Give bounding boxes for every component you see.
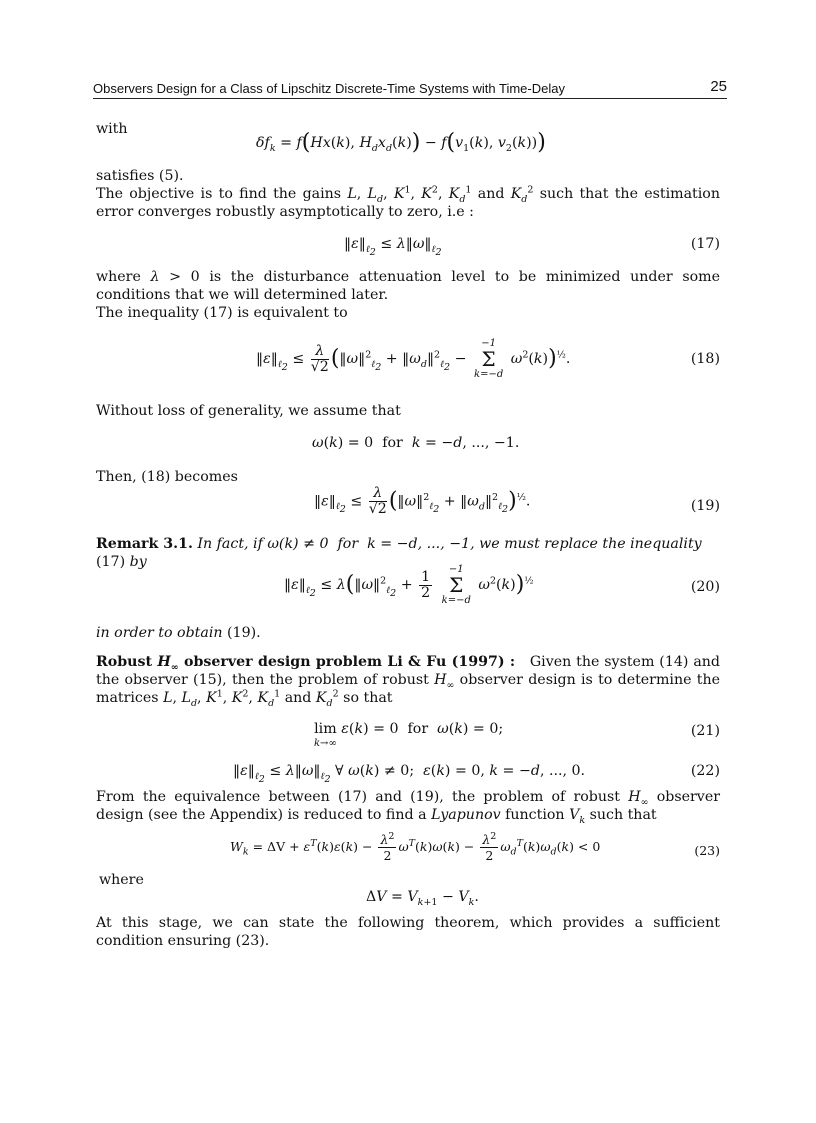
running-title: Observers Design for a Class of Lipschitz Discrete-Time Systems with Time-Delay (93, 81, 565, 96)
equation-20: $‖\varepsilon‖_{\ell_2}$ ≤ λ(‖ω‖$^2_{\ell_2}$ + $\frac{1}{2}$ −1 Σ k=−d $\omega^2(k))^{\frac{1}{2}}$ (20) (284, 564, 720, 606)
paragraph-inequality-equiv: The inequality (17) is equivalent to (96, 305, 348, 321)
paragraph-satisfies: satisfies (5). (96, 168, 184, 184)
paragraph-where-lambda: where λ > 0 is the disturbance attenuation level to be minimized under some conditions that we will determined later. (96, 269, 720, 303)
paragraph-then: Then, (18) becomes (96, 469, 238, 485)
paragraph-at-this-stage: At this stage, we can state the following theorem, which provides a sufficient condition ensuring (23). (96, 915, 720, 949)
equation-23: $W_k = \Delta V + \varepsilon^T(k)\varepsilon(k)$ − $\frac{\lambda^2}{2}$ $\omega^T(k)\omega(k)$ − $\frac{\lambda^2}{2}$ $\omega_d^T(k)\omega_d(k) < 0$ (23) (230, 830, 720, 863)
equation-21: lim k→∞ ε(k) = 0 for ω(k) = 0; (21) (314, 721, 720, 749)
paragraph-objective: The objective is to find the gains L, $L_d$, $K^1$, $K^2$, $K_d^1$ and $K_d^2$ such that the estimation error converges robustly asymptotically to zero, i.e : (96, 184, 720, 220)
equation-delta-f: $\delta f_k = f(Hx(k)$, $H_dx_d(k)) - f(v_1(k)$, $v_2(k)$)) (256, 130, 546, 155)
paragraph-where2: where (99, 872, 144, 888)
running-header (93, 80, 727, 99)
paragraph-robust: Robust $H_\infty$ observer design problem Li & Fu (1997) : Given the system (14) and the observer (15), then the problem of robust $H_\infty$ observer design is to determine the matrices L, $L_d$, $K^1$, $K^2$, $K_d^1$ and $K_d^2$ so that (96, 654, 720, 709)
equation-21-number: (21) (690, 723, 720, 739)
paragraph-in-order: in order to obtain (19). (96, 625, 261, 641)
paragraph-equivalence: From the equivalence between (17) and (19), the problem of robust $H_\infty$ observer design (see the Appendix) is reduced to find a Lyapunov function $V_k$ such that (96, 789, 720, 826)
paragraph-remark: Remark 3.1. In fact, if ω(k) ≠ 0 for k = −d, ..., −1, we must replace the inequality (17) by (96, 536, 702, 570)
equation-19-number: (19) (690, 498, 720, 514)
equation-23-number: (23) (694, 843, 720, 858)
equation-18-number: (18) (690, 351, 720, 367)
equation-18: $‖\varepsilon‖_{\ell_2}$ ≤ $\frac{\lambda}{√2}$ (‖ω‖$^2_{\ell_2}$ + $‖\omega_d‖^2_{\ell_2}$ − −1 Σ k=−d $\omega^2(k))^{\frac{1}{2}}$. (18) (256, 338, 720, 380)
paragraph-without-loss: Without loss of generality, we assume that (96, 403, 401, 419)
equation-19: $‖\varepsilon‖_{\ell_2}$ ≤ $\frac{\lambda}{√2}$ (‖ω‖$^2_{\ell_2}$ + $‖\omega_d‖^2_{\ell_2})^{\frac{1}{2}}$. (19) (314, 485, 720, 517)
equation-assume: ω(k) = 0 for k = −d, ..., −1. (312, 435, 520, 451)
remark-label: Remark 3.1. (96, 536, 193, 552)
equation-17-number: (17) (690, 236, 720, 252)
page-number: 25 (710, 78, 727, 95)
equation-22: $‖\varepsilon‖_{\ell_2}$ ≤ $\lambda‖\omega‖_{\ell_2}$ ∀ ω(k) ≠ 0; ε(k) = 0, k = −d, ..., 0. (22) (233, 763, 720, 785)
paragraph-with: with (96, 121, 128, 137)
equation-22-number: (22) (690, 763, 720, 779)
equation-17: $‖\varepsilon‖_{\ell_2}$ ≤ $\lambda‖\omega‖_{\ell_2}$ (17) (344, 236, 720, 258)
equation-20-number: (20) (690, 579, 720, 595)
equation-delta-v: $\Delta V = V_{k+1} - V_k$. (366, 889, 479, 908)
